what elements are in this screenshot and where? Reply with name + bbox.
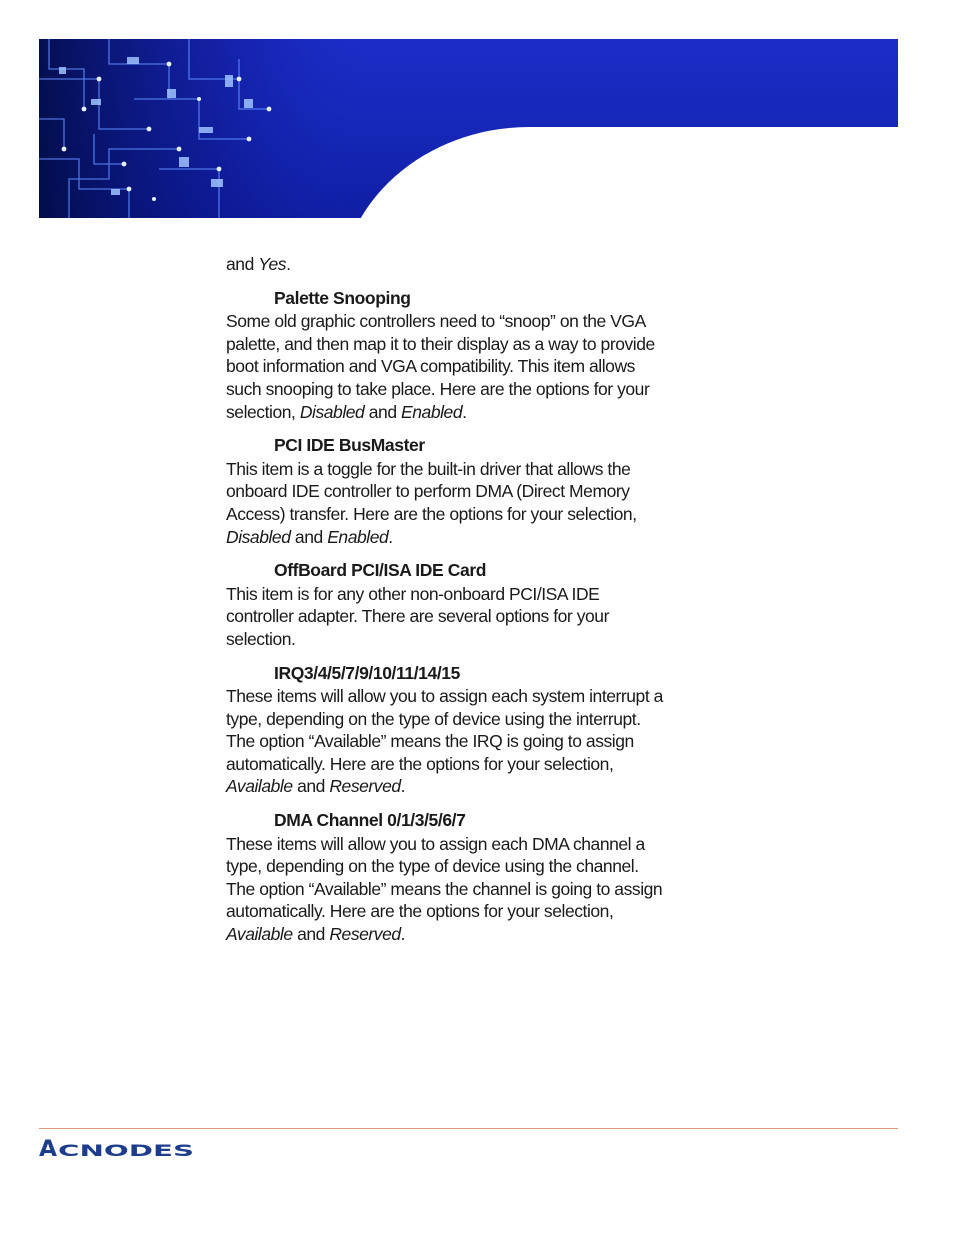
options-line <box>226 923 736 946</box>
svg-text:CNODES: CNODES <box>58 1141 194 1159</box>
option-available: Available <box>226 924 293 945</box>
body-line: onboard IDE controller to perform DMA (Direct Memory <box>226 481 630 502</box>
body-line: Some old graphic controllers need to “snoop” on the VGA <box>226 311 646 332</box>
option-reserved: Reserved <box>329 776 401 797</box>
option-enabled: Enabled <box>401 401 463 422</box>
body-line: boot information and VGA compatibility. This item allows <box>226 356 635 377</box>
options-conjunction: and <box>292 776 330 797</box>
body-line: selection. <box>226 628 296 649</box>
options-end: . <box>388 526 393 547</box>
options-prefix: selection, <box>226 401 300 422</box>
body-line: This item is a toggle for the built-in driver that allows the <box>226 458 631 479</box>
body-line: These items will allow you to assign each system interrupt a <box>226 686 663 707</box>
lead-end: . <box>286 254 291 274</box>
section-title: Palette Snooping <box>274 287 411 308</box>
options-end: . <box>400 924 406 945</box>
body-line: palette, and then map it to their display as a way to provide <box>226 333 655 354</box>
acnodes-logo <box>39 1137 199 1159</box>
body-line: automatically. Here are the options for your selection, <box>226 901 614 922</box>
body-line: type, depending on the type of device using the channel. <box>226 856 639 877</box>
section-irq <box>226 662 736 799</box>
section-dma-channel <box>226 809 736 946</box>
section-offboard-ide-card <box>226 559 736 650</box>
body-line: The option “Available” means the IRQ is going to assign <box>226 731 634 752</box>
section-palette-snooping <box>226 287 736 424</box>
banner-swoosh <box>339 127 898 218</box>
section-title: PCI IDE BusMaster <box>274 435 425 456</box>
option-disabled: Disabled <box>299 401 365 422</box>
lead-paragraph <box>226 253 736 276</box>
section-title: DMA Channel 0/1/3/5/6/7 <box>274 810 466 831</box>
body-line: automatically. Here are the options for your selection, <box>226 753 614 774</box>
header-banner <box>39 39 898 218</box>
body-line: The option “Available” means the channel is going to assign <box>226 878 663 899</box>
option-available: Available <box>226 776 293 797</box>
options-conjunction: and <box>290 526 328 547</box>
options-end: . <box>462 401 467 422</box>
lead-text: and <box>226 254 259 274</box>
svg-text:A: A <box>39 1137 57 1159</box>
lead-option: Yes <box>258 254 287 274</box>
body-line: such snooping to take place. Here are the options for your <box>226 378 650 399</box>
options-line <box>226 775 736 798</box>
options-conjunction: and <box>364 401 402 422</box>
body-line: This item is for any other non-onboard PCI/ISA IDE <box>226 583 600 604</box>
options-line <box>226 526 736 549</box>
body-line: Access) transfer. Here are the options for your selection, <box>226 503 637 524</box>
options-line <box>226 401 736 424</box>
body-line: These items will allow you to assign each DMA channel a <box>226 833 645 854</box>
footer-divider <box>39 1128 898 1129</box>
body-line: controller adapter. There are several options for your <box>226 606 609 627</box>
section-title: OffBoard PCI/ISA IDE Card <box>274 560 487 581</box>
options-conjunction: and <box>292 924 330 945</box>
circuit-board-graphic <box>39 39 369 218</box>
option-disabled: Disabled <box>226 526 291 547</box>
manual-content <box>226 253 736 957</box>
options-end: . <box>400 776 406 797</box>
option-enabled: Enabled <box>327 526 389 547</box>
section-title: IRQ3/4/5/7/9/10/11/14/15 <box>274 662 460 683</box>
section-pci-ide-busmaster <box>226 434 736 548</box>
option-reserved: Reserved <box>329 924 401 945</box>
body-line: type, depending on the type of device using the interrupt. <box>226 708 641 729</box>
